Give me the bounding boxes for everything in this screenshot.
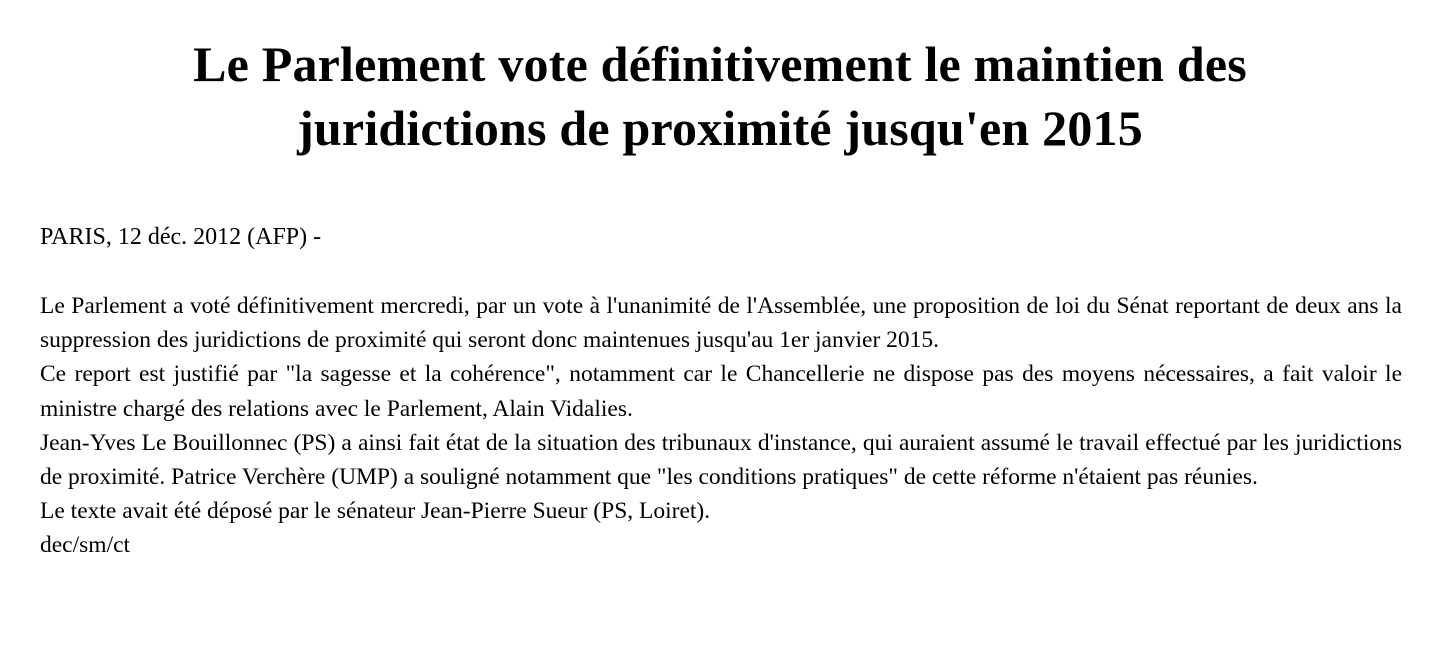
paragraph-1: Le Parlement a voté définitivement mercredi, par un vote à l'unanimité de l'Assemblée, une proposition de loi du Sénat reportant de deux ans la suppression des juridictions de proximité qui seront donc maintenues jusqu'au 1er janvier 2015.: [40, 293, 1402, 354]
article-headline: [40, 32, 1400, 160]
article-body: [40, 289, 1402, 563]
paragraph-2: Ce report est justifié par "la sagesse et la cohérence", notamment car le Chancellerie ne dispose pas des moyens nécessaires, a fait valoir le ministre chargé des relations avec le Parlement, Alain Vidalies.: [40, 361, 1402, 422]
article-dateline: PARIS, 12 déc. 2012 (AFP) -: [40, 224, 322, 250]
paragraph-3: Jean-Yves Le Bouillonnec (PS) a ainsi fait état de la situation des tribunaux d'instance, qui auraient assumé le travail effectué par les juridictions de proximité. Patrice Verchère (UMP) a souligné notamment que "les conditions pratiques" de cette réforme n'étaient pas réunies.: [40, 429, 1402, 491]
headline-line-1: Le Parlement vote définitivement le maintien des: [193, 36, 1247, 92]
paragraph-4: Le texte avait été déposé par le sénateur Jean-Pierre Sueur (PS, Loiret).: [40, 498, 711, 525]
article-signature: dec/sm/ct: [40, 532, 131, 559]
headline-line-2: juridictions de proximité jusqu'en 2015: [297, 100, 1143, 156]
